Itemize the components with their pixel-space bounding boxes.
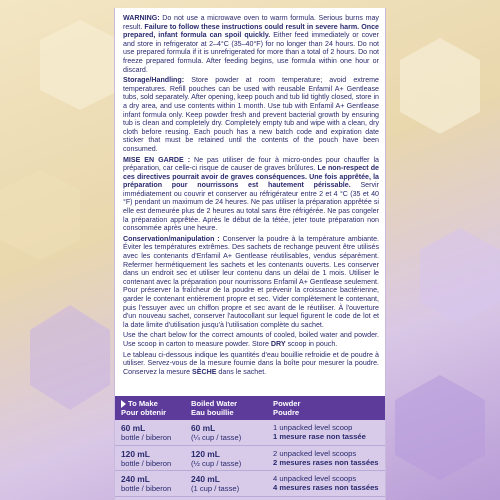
chart-instructions-en [123,331,379,348]
fr-storage-label: Conservation/manipulation : [123,234,220,243]
header-make-fr: Pour obtenir [121,407,167,417]
table-row [115,471,385,497]
water-amount: 60 mL [191,423,216,434]
header-water [191,400,273,417]
chart-en-dry: DRY [270,339,286,348]
label-panel [114,8,386,500]
fr-warning-label: MISE EN GARDE : [123,155,191,164]
storage-label: Storage/Handling: [123,76,185,85]
make-sub: bottle / biberon [121,484,172,494]
cell-water [191,450,273,469]
powder-fr: 2 mesures rases non tassées [273,457,379,467]
warning-label: WARNING: [123,14,160,22]
header-powder [273,400,379,417]
cell-make [121,475,191,494]
fr-prep-text: Servir immédiatement ou couvrir et conserver au réfrigérateur entre 2 et 4 °C (35 et 40 °F) pendant un maximum de 24 heures. Ne pas utiliser la préparation apprêtée si elle est demeurée plus de 2 heures au total sans être réfrigérée. Ne pas congeler la préparation apprêtée. Après le début de la tétée, jeter toute préparation non consommée après une heure. [123,181,379,233]
cell-water [191,424,273,443]
water-amount: 120 mL [191,448,220,459]
powder-fr: 1 mesure rase non tassée [273,431,366,441]
powder-en: 1 unpacked level scoop [273,423,353,433]
water-sub: (1 cup / tasse) [191,484,240,494]
powder-en: 4 unpacked level scoops [273,474,357,484]
header-water-en: Boiled Water [191,399,238,408]
warning-paragraph [123,14,379,74]
powder-en: 2 unpacked level scoops [273,448,357,458]
cell-powder [273,450,379,469]
fr-storage-paragraph [123,235,379,330]
table-row [115,420,385,446]
cell-make [121,450,191,469]
prep-text: Either feed immediately or cover and store in refrigerator at 2–4°C (35–40°F) for no longer than 24 hours. Do not use prepared formula if it is unrefrigerated for more than a total of 2 hours. Do not freeze prepared formula. After feeding begins, use formula within one hour or discard. [123,31,379,74]
header-make [121,400,191,417]
warning-text: Do not use a microwave oven to warm formula. Serious burns may result. [123,14,379,31]
storage-paragraph [123,76,379,153]
make-sub: bottle / biberon [121,458,172,468]
cell-powder [273,475,379,494]
header-make-en: To Make [128,399,158,408]
storage-text: Store powder at room temperature; avoid extreme temperatures. Refill pouches can be used with reusable Enfamil A+ Gentlease tubs, sold separately. After opening, keep pouch and tub lid tightly closed, store in a dry area, and use contents within 1 month. Use tub with Enfamil A+ Gentlease infant formula only. Keep powder fresh and prevent bacterial growth by ensuring tub is clean and completely dry. Completely empty tub and wipe with a clean, dry cloth before reusing. Each pouch has a new batch code and expiration date sticker that must be retained until the contents of the pouch have been consumed. [123,76,379,153]
mixing-table [115,396,385,500]
chart-fr-text-b: dans le sachet. [216,367,267,376]
chart-fr-text-a: Le tableau ci-dessous indique les quantités d'eau bouillie refroidie et de poudre à utiliser. Servez-vous de la mesure fournie dans la boîte pour mesurer la poudre. Conservez la mesure [123,350,379,376]
make-amount: 120 mL [121,448,150,459]
cell-make [121,424,191,443]
table-row [115,446,385,472]
cell-powder [273,424,379,443]
header-water-fr: Eau bouillie [191,407,234,417]
water-sub: (½ cup / tasse) [191,458,242,468]
chart-instructions-fr [123,351,379,377]
chart-fr-dry: SÈCHE [192,367,217,376]
fr-warning-text: Ne pas utiliser de four à micro-ondes pour chauffer la préparation, car celle-ci risque de causer de graves brûlures. [123,155,379,173]
failure-text: Failure to follow these instructions could result in severe harm. Once prepared, infant formula can spoil quickly. [123,22,379,40]
chart-en-text-b: scoop in pouch. [285,339,338,348]
cell-water [191,475,273,494]
make-sub: bottle / biberon [121,432,172,442]
header-powder-fr: Poudre [273,407,300,417]
water-amount: 240 mL [191,474,220,485]
fr-failure-text: Le non-respect de ces directives pourrait avoir de graves conséquences. Une fois apprêtée, la préparation pour nourrissons est hautement périssable. [123,164,379,190]
fr-warning-paragraph [123,156,379,233]
make-amount: 60 mL [121,423,146,434]
header-powder-en: Powder [273,399,301,408]
powder-fr: 4 mesures rases non tassées [273,483,379,493]
chart-en-text-a: Use the chart below for the correct amounts of cooled, boiled water and powder. Use scoop in carton to measure powder. Store [123,331,379,348]
water-sub: (¼ cup / tasse) [191,432,242,442]
make-amount: 240 mL [121,474,150,485]
fr-storage-text: Conserver la poudre à la température ambiante. Éviter les températures extrêmes. Des sachets de rechange peuvent être utilisés avec les contenants d'Enfamil A+ Gentlease réutilisables, vendus séparément. Refermer hermétiquement les sachets et les contenants ouverts. Les conserver dans un endroit sec et utiliser leur contenu dans un délai de 1 mois. Utiliser le contenant avec la préparation pour nourrissons Enfamil A+ Gentlease seulement. Pour préserver la fraîcheur de la poudre et prévenir la croissance bactérienne, garder le contenant entièrement propre et sec. Vider complètement le contenant, puis l'essuyer avec un chiffon propre et sec avant de le réutiliser. À l'ouverture d'un nouveau sachet, conserver l'autocollant sur lequel figurent le code de lot et la date limite d'utilisation jusqu'à l'utilisation complète du sachet. [123,234,379,329]
mixing-table-header [115,396,385,420]
